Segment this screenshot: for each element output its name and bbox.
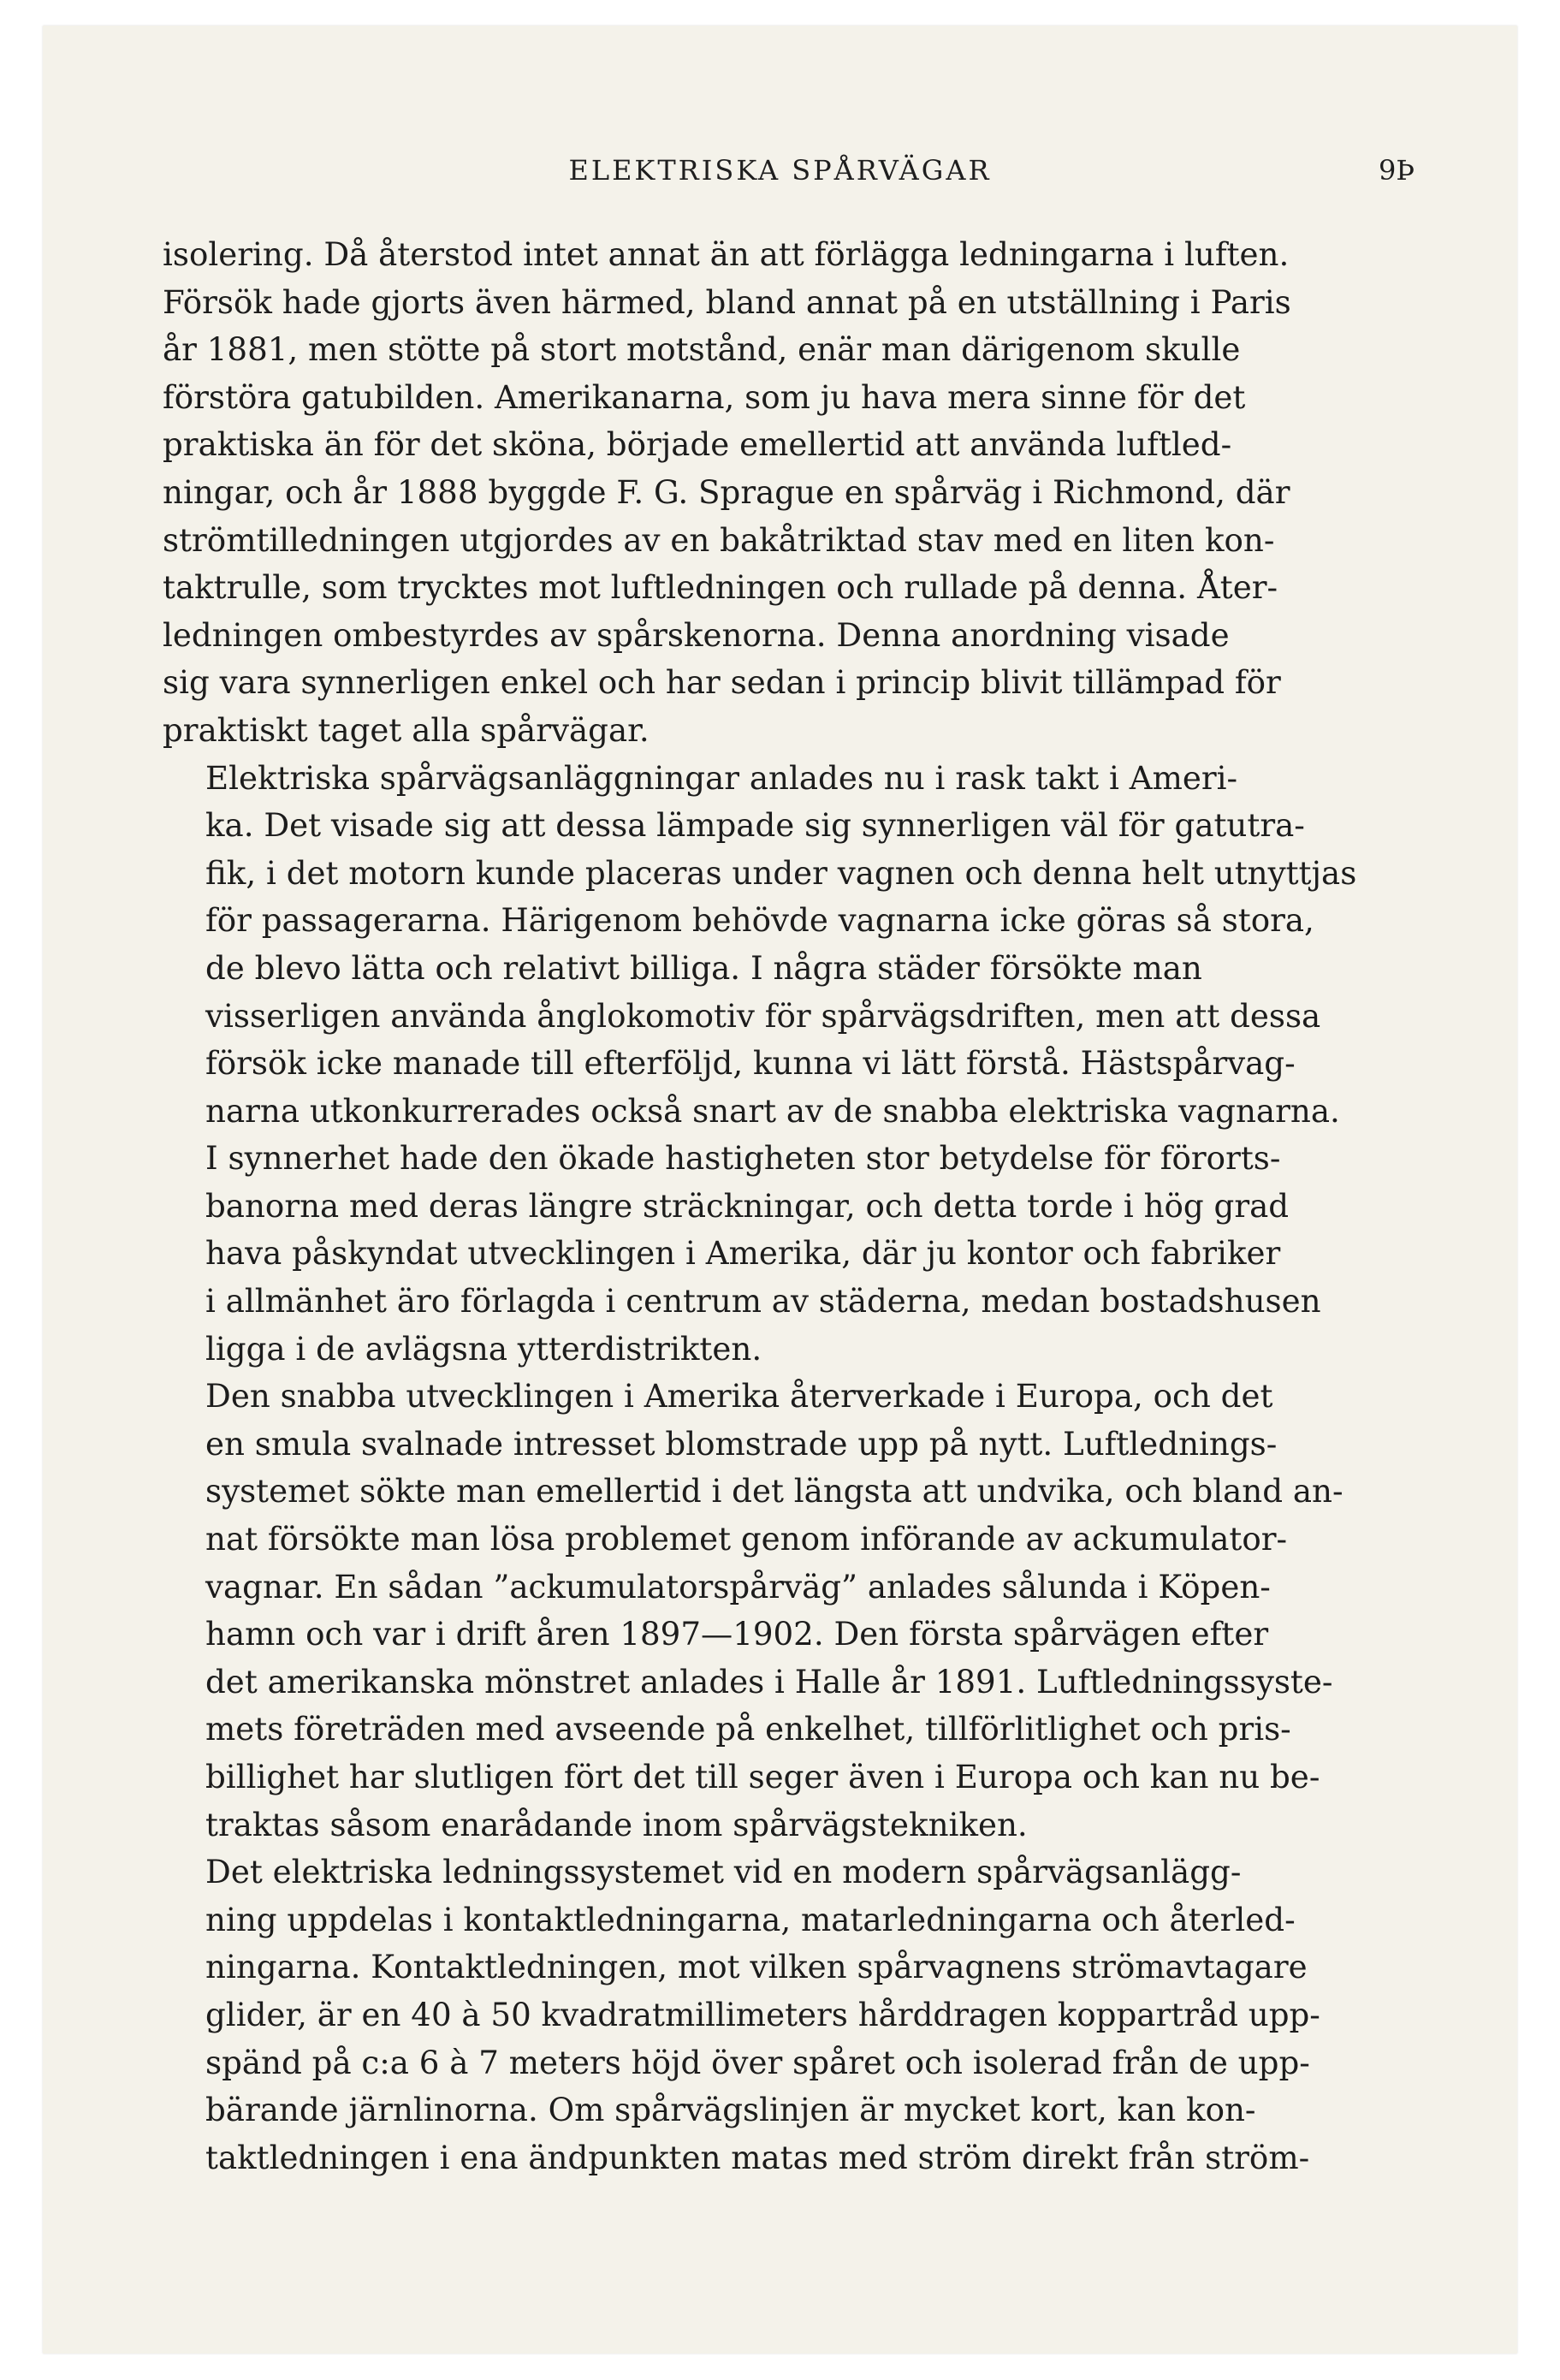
text-line: det amerikanska mönstret anlades i Halle år 1891. Luftledningssyste- bbox=[205, 1662, 1333, 1700]
text-line: år 1881, men stötte på stort motstånd, enär man därigenom skulle bbox=[163, 330, 1241, 369]
running-title: ELEKTRISKA SPÅRVÄGAR bbox=[568, 154, 992, 187]
text-line: billighet har slutligen fört det till seger även i Europa och kan nu be- bbox=[205, 1758, 1320, 1795]
text-line: praktiska än för det sköna, började emellertid att använda luftled- bbox=[163, 425, 1232, 464]
text-line: Försök hade gjorts även härmed, bland annat på en utställning i Paris bbox=[163, 282, 1291, 321]
text-line: Det elektriska ledningssystemet vid en modern spårvägsanlägg- bbox=[205, 1853, 1242, 1891]
text-line: hava påskyndat utvecklingen i Amerika, där ju kontor och fabriker bbox=[205, 1234, 1281, 1273]
text-line: ningar, och år 1888 byggde F. G. Sprague en spårväg i Richmond, där bbox=[163, 472, 1290, 511]
page-number: 9Þ bbox=[1379, 154, 1415, 187]
text-line: bärande järnlinorna. Om spårvägslinjen är mycket kort, kan kon- bbox=[205, 2091, 1256, 2129]
text-line: ledningen ombestyrdes av spårskenorna. Denna anordning visade bbox=[163, 615, 1230, 654]
text-line: isolering. Då återstod intet annat än att förlägga ledningarna i luften. bbox=[163, 235, 1290, 273]
body-text bbox=[163, 231, 1378, 2181]
book-page bbox=[43, 26, 1517, 2353]
text-line: ka. Det visade sig att dessa lämpade sig synnerligen väl för gatutra- bbox=[205, 806, 1305, 845]
text-line: ning uppdelas i kontaktledningarna, matarledningarna och återled- bbox=[205, 1900, 1296, 1938]
text-line: Elektriska spårvägsanläggningar anlades nu i rask takt i Ameri- bbox=[205, 758, 1238, 797]
text-line: förstöra gatubilden. Amerikanarna, som ju hava mera sinne för det bbox=[163, 377, 1246, 416]
text-line: strömtilledningen utgjordes av en bakåtriktad stav med en liten kon- bbox=[163, 520, 1275, 559]
paragraph-3 bbox=[163, 1373, 1378, 1849]
text-line: taktledningen i ena ändpunkten matas med ström direkt från ström- bbox=[205, 2138, 1310, 2176]
text-line: försök icke manade till efterföljd, kunna vi lätt förstå. Hästspårvag- bbox=[205, 1044, 1296, 1083]
text-line: spänd på c:a 6 à 7 meters höjd över spåret och isolerad från de upp- bbox=[205, 2043, 1310, 2081]
text-line: praktiskt taget alla spårvägar. bbox=[163, 710, 650, 749]
text-line: Den snabba utvecklingen i Amerika återverkade i Europa, och det bbox=[205, 1377, 1273, 1416]
text-line: en smula svalnade intresset blomstrade upp på nytt. Luftlednings- bbox=[205, 1424, 1278, 1463]
text-line: fik, i det motorn kunde placeras under vagnen och denna helt utnyttjas bbox=[205, 853, 1357, 892]
text-line: de blevo lätta och relativt billiga. I några städer försökte man bbox=[205, 948, 1202, 987]
page-header bbox=[43, 154, 1517, 205]
paragraph-2 bbox=[163, 755, 1378, 1374]
text-line: glider, är en 40 à 50 kvadratmillimeters hårddragen koppartråd upp- bbox=[205, 1995, 1320, 2033]
text-line: I synnerhet hade den ökade hastigheten stor betydelse för förorts- bbox=[205, 1139, 1281, 1178]
text-line: visserligen använda ånglokomotiv för spårvägsdriften, men att dessa bbox=[205, 996, 1321, 1035]
text-line: banorna med deras längre sträckningar, och detta torde i hög grad bbox=[205, 1186, 1290, 1225]
text-line: hamn och var i drift åren 1897—1902. Den första spårvägen efter bbox=[205, 1615, 1269, 1653]
text-line: vagnar. En sådan ”ackumulatorspårväg” anlades sålunda i Köpen- bbox=[205, 1567, 1271, 1605]
text-line: nat försökte man lösa problemet genom införande av ackumulator- bbox=[205, 1520, 1288, 1558]
text-line: traktas såsom enarådande inom spårvägstekniken. bbox=[205, 1805, 1028, 1843]
paragraph-4 bbox=[163, 1849, 1378, 2181]
text-line: taktrulle, som trycktes mot luftledningen och rullade på denna. Åter- bbox=[163, 568, 1278, 607]
text-line: sig vara synnerligen enkel och har sedan i princip blivit tillämpad för bbox=[163, 663, 1281, 702]
text-line: mets företräden med avseende på enkelhet, tillförlitlighet och pris- bbox=[205, 1710, 1291, 1748]
text-line: för passagerarna. Härigenom behövde vagnarna icke göras så stora, bbox=[205, 901, 1314, 940]
text-line: i allmänhet äro förlagda i centrum av städerna, medan bostadshusen bbox=[205, 1282, 1321, 1321]
text-line: narna utkonkurrerades också snart av de snabba elektriska vagnarna. bbox=[205, 1091, 1340, 1130]
paragraph-1 bbox=[163, 231, 1378, 755]
text-line: systemet sökte man emellertid i det längsta att undvika, och bland an- bbox=[205, 1472, 1343, 1510]
text-line: ligga i de avlägsna ytterdistrikten. bbox=[205, 1329, 762, 1368]
text-line: ningarna. Kontaktledningen, mot vilken spårvagnens strömavtagare bbox=[205, 1948, 1308, 1986]
